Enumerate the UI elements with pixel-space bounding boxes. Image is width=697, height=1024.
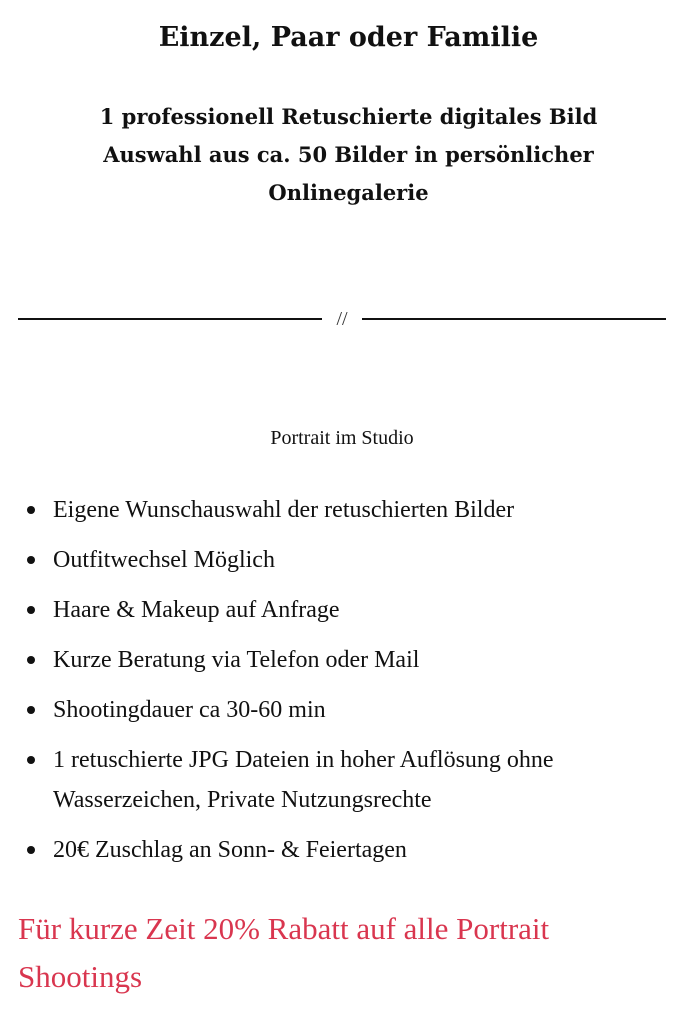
list-item [20,740,670,820]
list-item-text: 20€ Zuschlag an Sonn- & Feiertagen [53,837,407,863]
section-label: Portrait im Studio [270,427,414,449]
list-item-text: Kurze Beratung via Telefon oder Mail [53,647,420,673]
list-item [20,830,670,870]
list-item-text: Outfitwechsel Möglich [53,547,275,573]
bullet-icon [27,506,35,514]
list-item-text: Shootingdauer ca 30-60 min [53,697,326,723]
subtitle-line: Onlinegalerie [268,180,429,205]
list-item [20,540,670,580]
subtitle-line: Auswahl aus ca. 50 Bilder in persönlicher [103,142,594,167]
divider-line-left [18,318,322,320]
package-subtitle [40,98,657,212]
list-item-text: Haare & Makeup auf Anfrage [53,597,340,623]
feature-list [20,490,670,880]
bullet-icon [27,706,35,714]
page-title: Einzel, Paar oder Familie [158,22,539,53]
bullet-icon [27,756,35,764]
divider-line-right [362,318,666,320]
list-item [20,690,670,730]
list-item [20,590,670,630]
bullet-icon [27,606,35,614]
divider-mark: // [336,307,348,330]
list-item [20,490,670,530]
subtitle-line: 1 professionell Retuschierte digitales Bild [99,104,598,129]
promo-banner: Für kurze Zeit 20% Rabatt auf alle Portrait Shootings [18,911,550,994]
bullet-icon [27,846,35,854]
bullet-icon [27,656,35,664]
list-item [20,640,670,680]
list-item-text: 1 retuschierte JPG Dateien in hoher Auflösung ohne Wasserzeichen, Private Nutzungsrechte [53,747,554,813]
section-divider [18,306,666,332]
bullet-icon [27,556,35,564]
list-item-text: Eigene Wunschauswahl der retuschierten Bilder [53,497,515,523]
